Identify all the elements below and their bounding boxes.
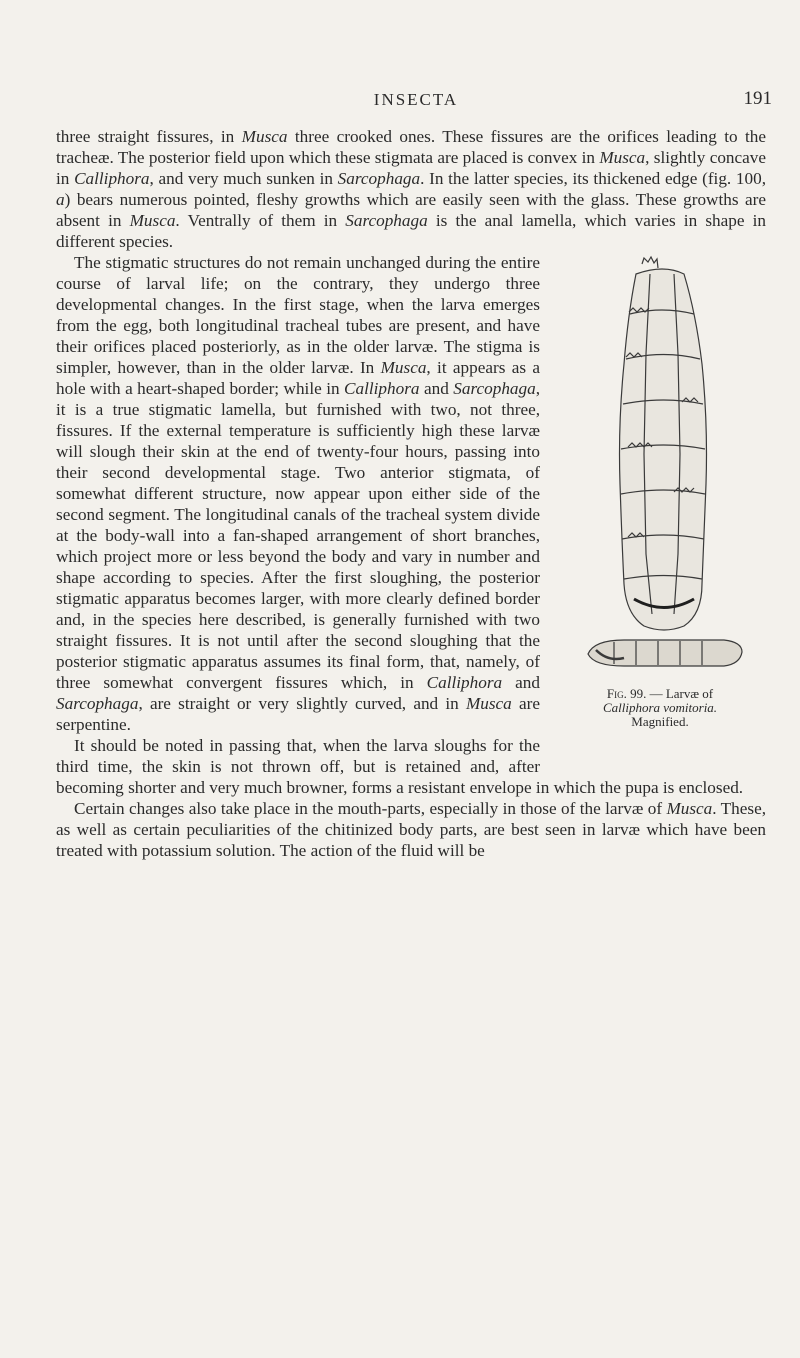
italic-term: Musca [380, 358, 427, 377]
italic-term: Musca [599, 148, 646, 167]
figure-99 [554, 254, 766, 754]
text-run: It should be noted in passing that, when the larva sloughs for the third time, the skin is not thrown off, but is retained and, after becoming shorter and very much browner, forms a resistant envelope in which the pupa is enclosed. [56, 736, 744, 797]
italic-term: Sarcophaga [453, 379, 536, 398]
italic-term: a [56, 190, 65, 209]
text-run: , it is a true stigmatic lamella, but furnished with two, not three, fissures. If the external temperature is sufficiently high these larvæ will slough their skin at the end of twenty-four hours, passing into their second developmental stage. Two anterior stigmata, of somewhat different structure, now appear upon either side of the second segment. The longitudinal canals of the tracheal system divide at the body-wall into a fan-shaped arrangement of short branches, which project more or less beyond the body and vary in number and shape according to species. After the first sloughing, the posterior stigmatic apparatus becomes larger, with more clearly defined border and, in the species here described, is generally furnished with two straight fissures. It is not until after the second sloughing that the posterior stigmatic apparatus assumes its final form, that, namely, of three somewhat convergent fissures which, in [56, 379, 540, 692]
text-run: . These, as well as certain peculiarities of the chitinized body parts, are best seen in larvæ which have been treated with potassium solution. The action of the fluid will be [56, 799, 767, 860]
italic-term: Sarcophaga [345, 211, 428, 230]
text-run: , slightly concave in [56, 148, 766, 188]
italic-term: Calliphora [74, 169, 150, 188]
text-run: and [419, 379, 454, 398]
text-run: three straight fissures, in [56, 127, 242, 146]
text-run: is the anal lamella, which varies in shape in different species. [56, 211, 766, 251]
paragraph-1 [56, 126, 766, 252]
text-run: Certain changes also take place in the mouth-parts, especially in those of the larvæ of [74, 799, 667, 818]
italic-term: Musca [465, 694, 512, 713]
body-text [56, 126, 766, 861]
caption-magnified: Magnified. [631, 714, 689, 729]
paragraph-4 [56, 798, 766, 861]
italic-term: Calliphora [426, 673, 503, 692]
figure-caption [554, 687, 766, 729]
caption-species: Calliphora vomitoria. [602, 700, 718, 715]
text-run: . In the latter species, its thickened edge (fig. 100, [420, 169, 766, 188]
text-run: are serpentine. [56, 694, 540, 734]
text-run: , and very much sunken in [149, 169, 338, 188]
running-head: INSECTA [373, 90, 459, 109]
page-number: 191 [743, 88, 772, 109]
text-run: three crooked ones. These fissures are the orifices leading to the tracheæ. The posterior field upon which these stigmata are placed is convex in [56, 127, 766, 167]
italic-term: Musca [129, 211, 176, 230]
italic-term: Musca [241, 127, 288, 146]
text-run: The stigmatic structures do not remain unchanged during the entire course of larval life; on the contrary, they undergo three developmental changes. In the first stage, when the larva emerges from the egg, both longitudinal tracheal tubes are present, and have their orifices placed posteriorly, as in the older larvæ. The stigma is simpler, however, than in the older larvæ. In [56, 253, 540, 377]
text-run: , are straight or very slightly curved, and in [138, 694, 466, 713]
figure-label: Fig. 99. [606, 686, 647, 701]
text-run: ) bears numerous pointed, fleshy growths which are easily seen with the glass. These growths are absent in [56, 190, 766, 230]
italic-term: Calliphora [344, 379, 420, 398]
text-run: . Ventrally of them in [175, 211, 346, 230]
caption-text: — Larvæ of [646, 686, 714, 701]
italic-term: Sarcophaga [56, 694, 139, 713]
text-run: and [502, 673, 540, 692]
italic-term: Sarcophaga [337, 169, 421, 188]
larva-illustration [584, 254, 744, 679]
italic-term: Musca [666, 799, 713, 818]
page-header [60, 86, 772, 116]
text-run: , it appears as a hole with a heart-shaped border; while in [56, 358, 540, 398]
